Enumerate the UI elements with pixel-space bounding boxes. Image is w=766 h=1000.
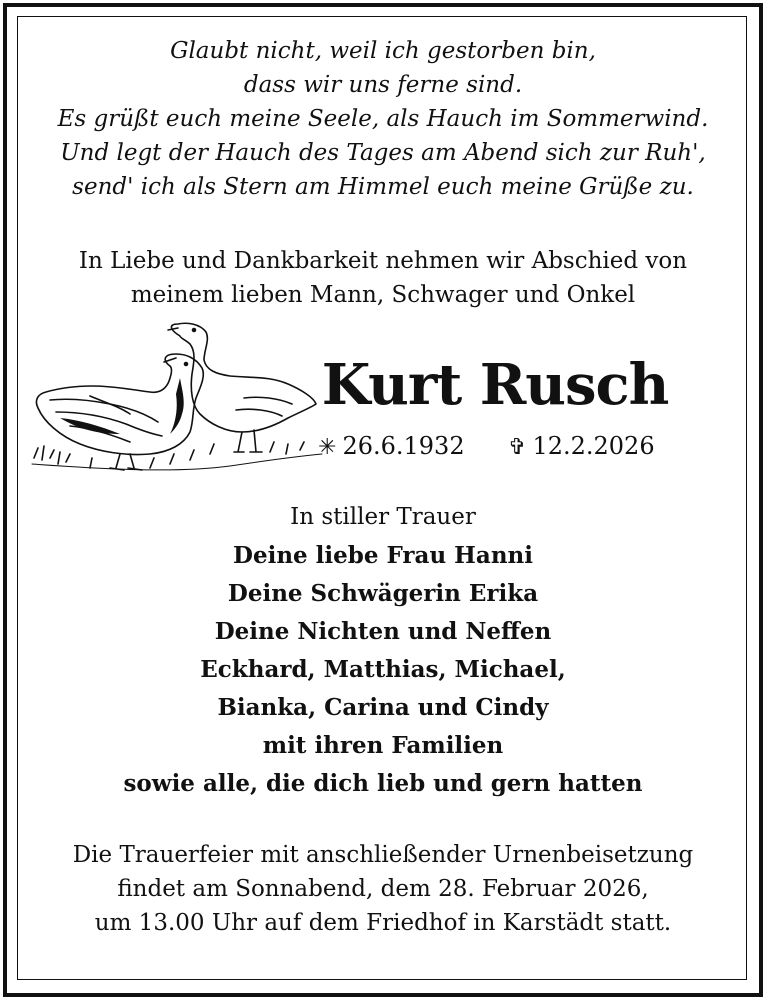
funeral-line: Die Trauerfeier mit anschließender Urnenbeisetzung (72, 842, 694, 868)
funeral-line: findet am Sonnabend, dem 28. Februar 2026, (117, 876, 649, 902)
deceased-name: Kurt Rusch (321, 352, 669, 418)
funeral-line: um 13.00 Uhr auf dem Friedhof in Karstädt statt. (94, 910, 672, 936)
poem-line: send' ich als Stern am Himmel euch meine Grüße zu. (72, 174, 694, 200)
birth-star-icon: ✳ (318, 435, 337, 460)
birth-date: 26.6.1932 (342, 432, 465, 460)
intro-line: meinem lieben Mann, Schwager und Onkel (130, 282, 636, 308)
mourner-line: Deine Schwägerin Erika (227, 580, 539, 607)
mourner-line: mit ihren Familien (262, 732, 504, 759)
poem-line: Und legt der Hauch des Tages am Abend sich zur Ruh', (60, 140, 706, 166)
mourner-line: Eckhard, Matthias, Michael, (200, 656, 566, 683)
birth-date-group (318, 432, 465, 460)
death-date-group (508, 432, 655, 460)
poem-line: Es grüßt euch meine Seele, als Hauch im Sommerwind. (57, 106, 709, 132)
poem-line: dass wir uns ferne sind. (243, 72, 523, 98)
mourner-line: Deine Nichten und Neffen (214, 618, 552, 645)
mourner-line: sowie alle, die dich lieb und gern hatten (123, 770, 643, 797)
mourner-line: Bianka, Carina und Cindy (217, 694, 549, 721)
death-cross-icon: ✞ (508, 435, 527, 460)
mourning-heading: In stiller Trauer (290, 504, 476, 530)
mourner-line: Deine liebe Frau Hanni (233, 542, 533, 569)
ducks-illustration-icon (30, 318, 325, 483)
death-date: 12.2.2026 (532, 432, 655, 460)
intro-line: In Liebe und Dankbarkeit nehmen wir Abschied von (78, 248, 688, 274)
poem-line: Glaubt nicht, weil ich gestorben bin, (170, 38, 596, 64)
